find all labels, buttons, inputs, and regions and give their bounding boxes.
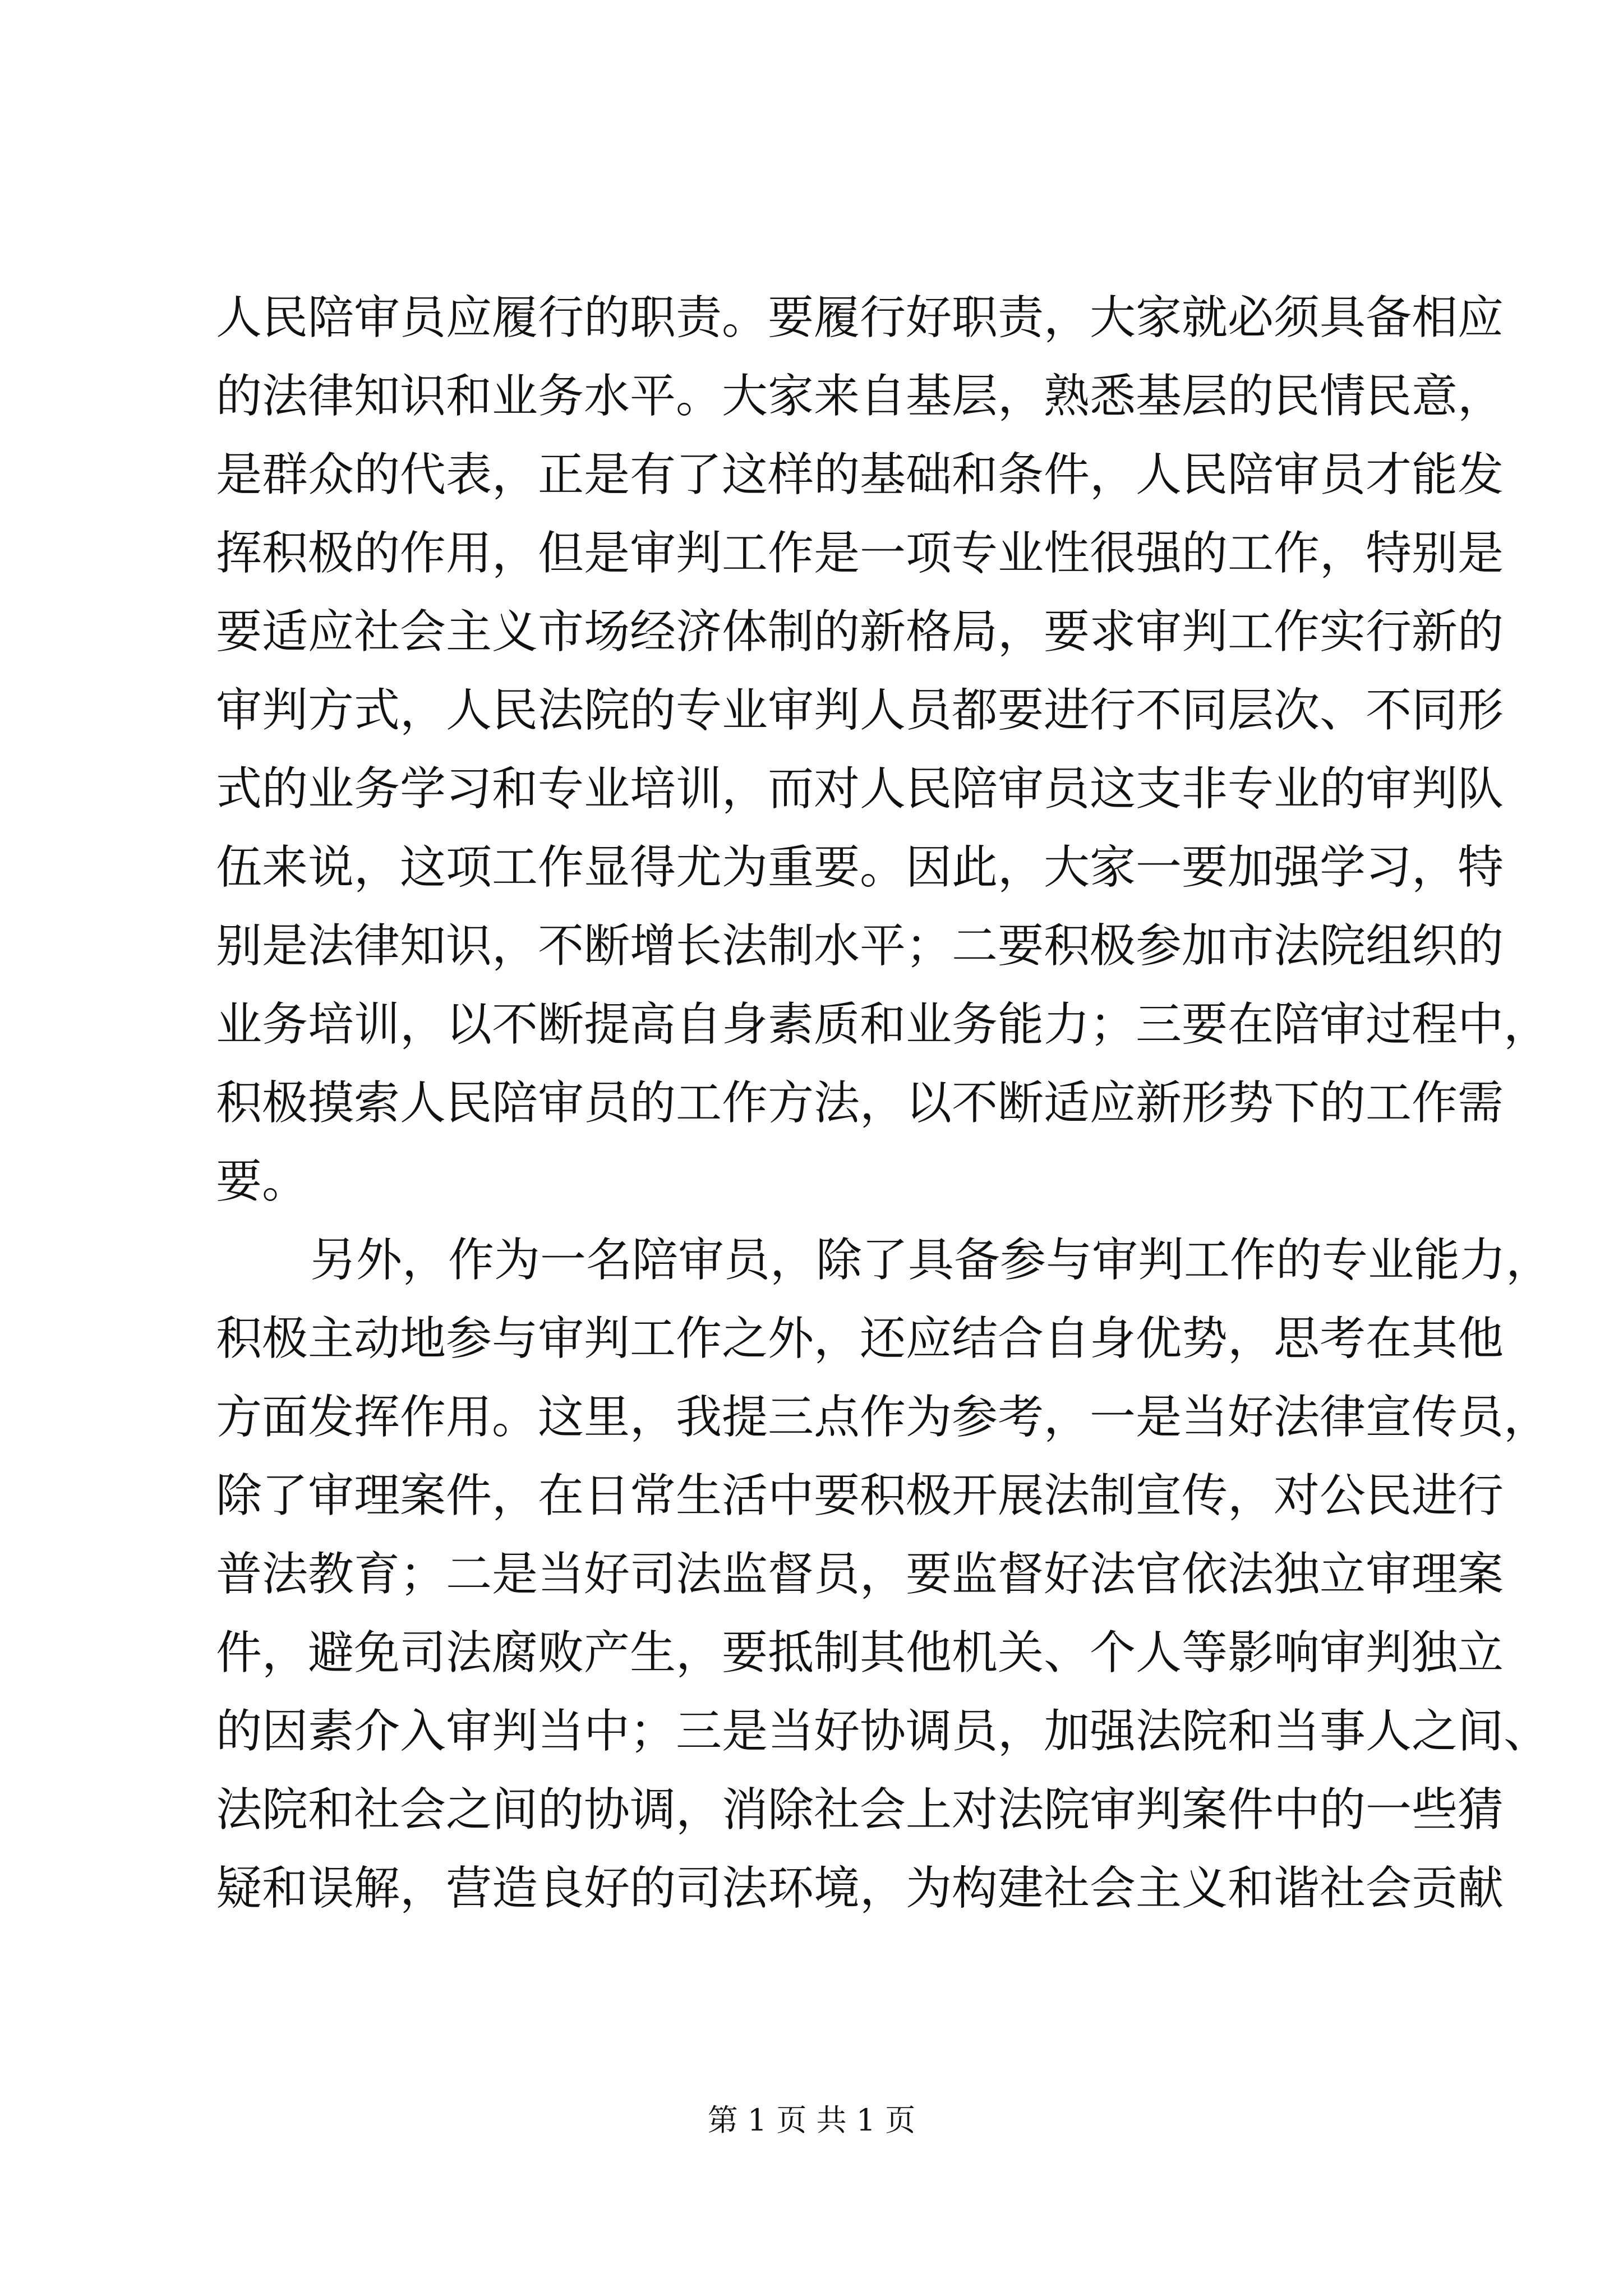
paragraph-1-line-1: 人民陪审员应履行的职责。要履行好职责，大家就必须具备相应	[216, 291, 1504, 344]
page-footer	[0, 2101, 1623, 2140]
paragraph-1-line-10: 业务培训，以不断提高自身素质和业务能力；三要在陪审过程中，	[216, 998, 1550, 1051]
paragraph-1-line-2: 的法律知识和业务水平。大家来自基层，熟悉基层的民情民意，	[216, 370, 1504, 423]
paragraph-1-line-6: 审判方式，人民法院的专业审判人员都要进行不同层次、不同形	[216, 684, 1504, 737]
paragraph-2-line-7: 的因素介入审判当中；三是当好协调员，加强法院和当事人之间、	[216, 1705, 1550, 1758]
paragraph-1-line-8: 伍来说，这项工作显得尤为重要。因此，大家一要加强学习，特	[216, 841, 1504, 894]
paragraph-1-line-9: 别是法律知识，不断增长法制水平；二要积极参加市法院组织的	[216, 919, 1504, 973]
paragraph-1-line-4: 挥积极的作用，但是审判工作是一项专业性很强的工作，特别是	[216, 527, 1504, 580]
paragraph-2-line-8: 法院和社会之间的协调，消除社会上对法院审判案件中的一些猜	[216, 1783, 1504, 1837]
paragraph-1-line-11: 积极摸索人民陪审员的工作方法，以不断适应新形势下的工作需	[216, 1076, 1504, 1130]
paragraph-1-line-12: 要。	[216, 1155, 308, 1208]
paragraph-2-line-4: 除了审理案件，在日常生活中要积极开展法制宣传，对公民进行	[216, 1469, 1504, 1522]
page-number-label: 第 1 页 共 1 页	[707, 2102, 916, 2138]
paragraph-1-line-7: 式的业务学习和专业培训，而对人民陪审员这支非专业的审判队	[216, 762, 1504, 816]
paragraph-1-line-3: 是群众的代表，正是有了这样的基础和条件，人民陪审员才能发	[216, 448, 1504, 501]
paragraph-2-line-2: 积极主动地参与审判工作之外，还应结合自身优势，思考在其他	[216, 1312, 1504, 1365]
paragraph-1-line-5: 要适应社会主义市场经济体制的新格局，要求审判工作实行新的	[216, 605, 1504, 659]
paragraph-2-line-3: 方面发挥作用。这里，我提三点作为参考，一是当好法律宣传员，	[216, 1391, 1550, 1444]
paragraph-2-line-6: 件，避免司法腐败产生，要抵制其他机关、个人等影响审判独立	[216, 1626, 1504, 1680]
paragraph-2-line-9: 疑和误解，营造良好的司法环境，为构建社会主义和谐社会贡献	[216, 1862, 1504, 1915]
paragraph-2-line-1: 另外，作为一名陪审员，除了具备参与审判工作的专业能力，	[310, 1234, 1552, 1287]
paragraph-2-line-5: 普法教育；二是当好司法监督员，要监督好法官依法独立审理案	[216, 1548, 1504, 1601]
